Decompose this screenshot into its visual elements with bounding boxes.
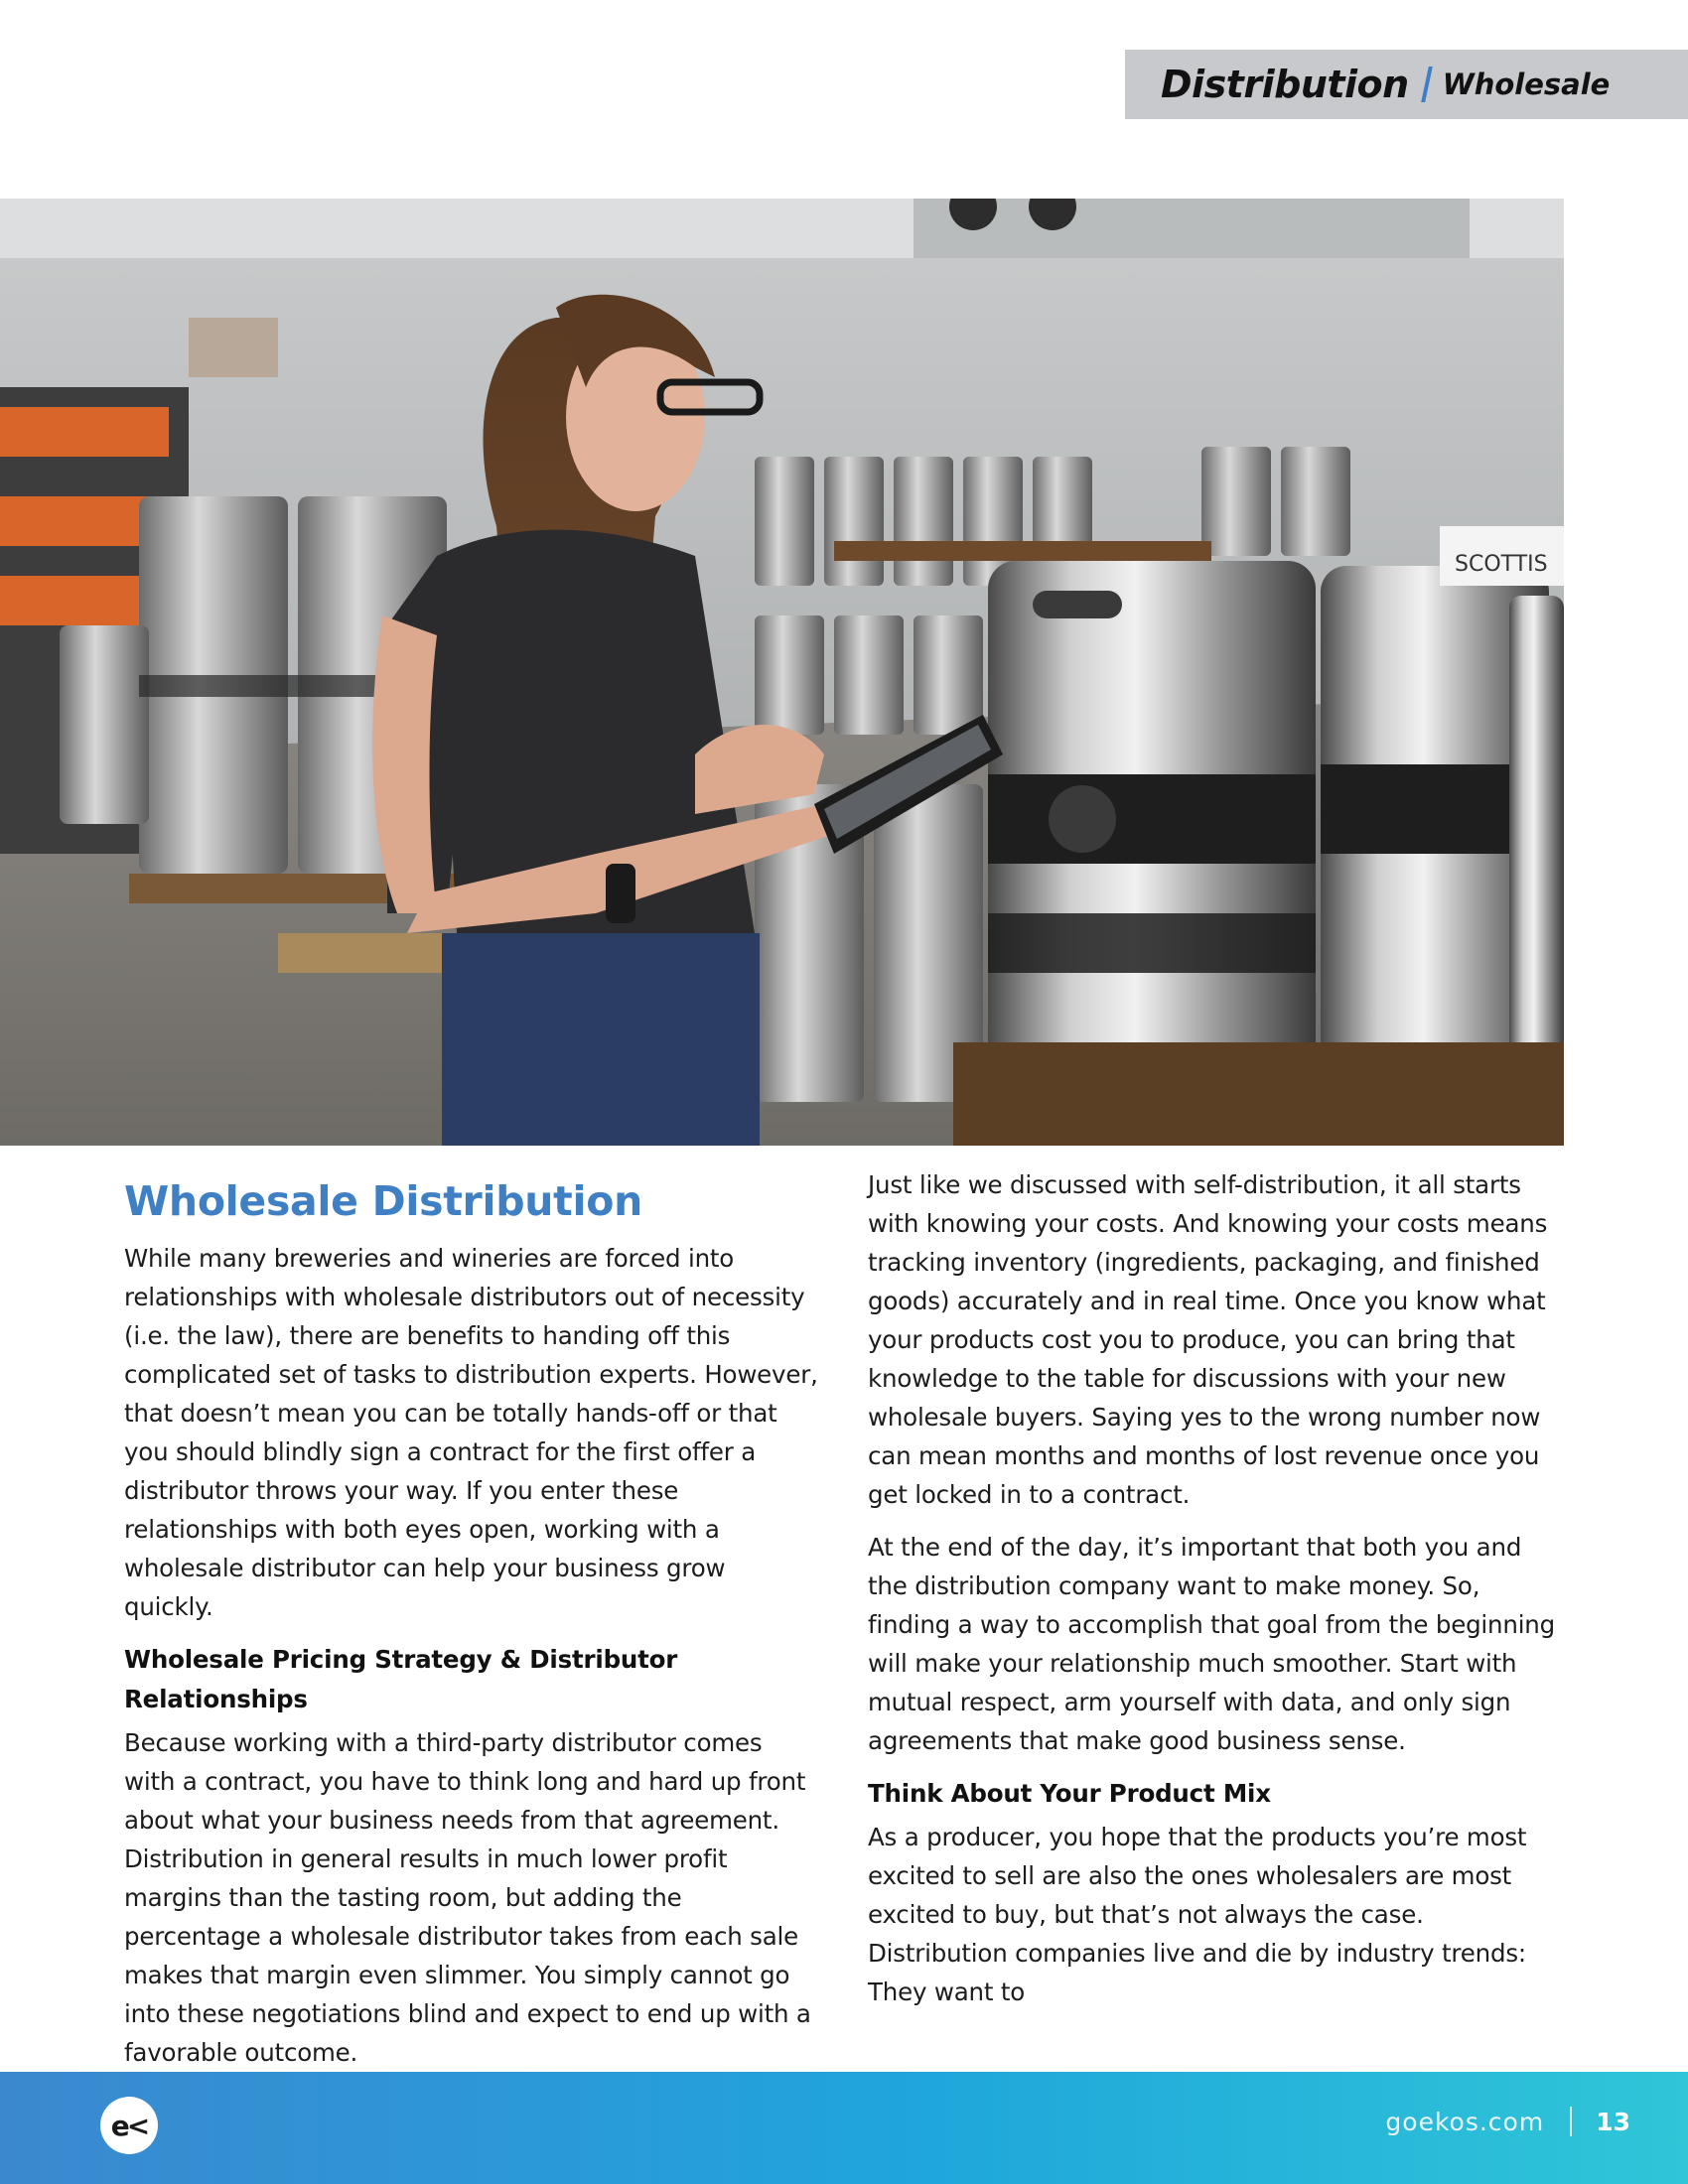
section-subtitle: Wholesale <box>1442 68 1611 101</box>
page-number: 13 <box>1596 2107 1630 2136</box>
footer-info <box>1385 2102 1630 2141</box>
mutual-respect-paragraph: At the end of the day, it’s important that both you and the distribution company want to make money. So, finding a way to accomplish that goal from the beginning will make your relationship much smoother. Start with mutual respect, arm yourself with data, and only sign agreements that make good business sense. <box>868 1533 1555 1755</box>
product-mix-subheading: Think About Your Product Mix <box>868 1779 1271 1808</box>
left-column <box>124 1171 819 2072</box>
photo-label-text: SCOTTIS <box>1455 552 1548 577</box>
right-column <box>868 1165 1568 2011</box>
header-divider <box>1421 67 1433 102</box>
footer-url-link[interactable]: goekos.com <box>1385 2107 1545 2136</box>
ekos-logo <box>100 2097 158 2154</box>
section-header-tab <box>1125 50 1688 119</box>
article-heading: Wholesale Distribution <box>124 1177 642 1225</box>
intro-paragraph: While many breweries and wineries are forced into relationships with wholesale distributors out of necessity (i.e. the law), there are benefits to handing off this complicated set of tasks to distribution experts. However, that doesn’t mean you can be totally hands-off or that you should blindly sign a contract for the first offer a distributor throws your way. If you enter these relationships with both eyes open, working with a wholesale distributor can help your business grow quickly. <box>124 1244 818 1621</box>
footer-separator <box>1570 2107 1572 2136</box>
section-title: Distribution <box>1161 63 1409 106</box>
costs-paragraph: Just like we discussed with self-distribution, it all starts with knowing your costs. And knowing your costs means tracking inventory (ingredients, packaging, and finished goods) accurately and in real time. Once you know what your products cost you to produce, you can bring that knowledge to the table for discussions with your new wholesale buyers. Saying yes to the wrong number now can mean months and months of lost revenue once you get locked in to a contract. <box>868 1170 1548 1509</box>
product-mix-paragraph: As a producer, you hope that the products you’re most excited to sell are also the ones wholesalers are most excited to buy, but that’s not always the case. Distribution companies live and die by industry trends: They want to <box>868 1823 1527 2006</box>
logo-mark-text: e< <box>110 2109 148 2142</box>
warehouse-photo <box>0 199 1564 1146</box>
pricing-strategy-paragraph: Because working with a third-party distributor comes with a contract, you have to think long and hard up front about what your business needs from that agreement. Distribution in general results in much lower profit margins than the tasting room, but adding the percentage a wholesale distributor takes from each sale makes that margin even slimmer. You simply cannot go into these negotiations blind and expect to end up with a favorable outcome. <box>124 1728 811 2067</box>
pricing-strategy-subheading: Wholesale Pricing Strategy & Distributor Relationships <box>124 1645 678 1713</box>
